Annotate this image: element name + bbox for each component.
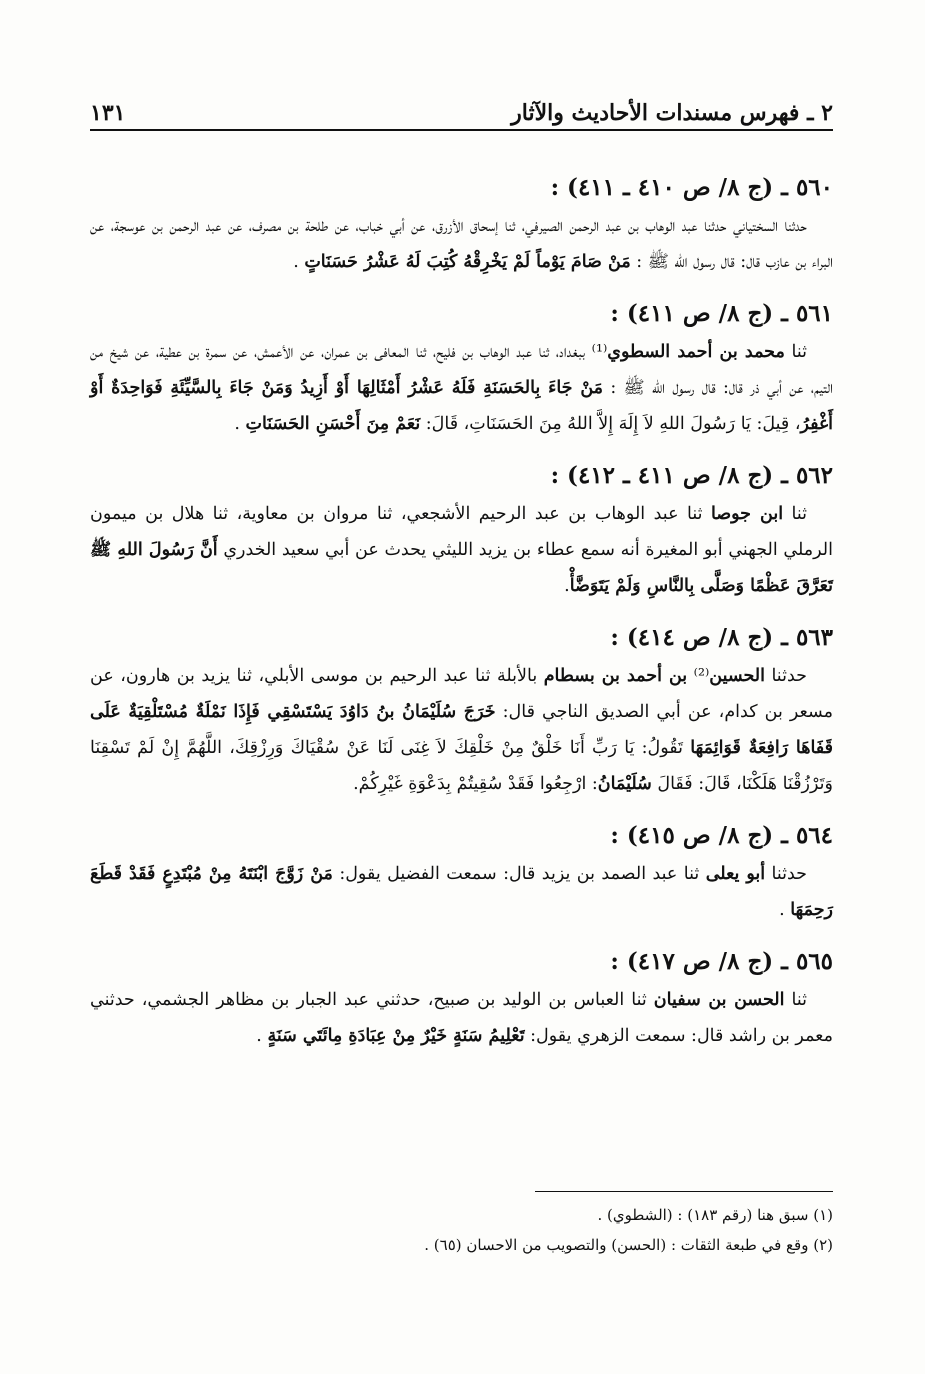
entry-text: [90, 208, 833, 280]
entry-heading: ٥٦٢ ـ (ج ٨/ ص ٤١١ ـ ٤١٢) :: [550, 462, 833, 489]
text-segment: ثنا: [783, 504, 808, 524]
entry-560: [90, 168, 833, 280]
text-segment: ثنا عبد الصمد بن يزيد قال: سمعت الفضيل يقول:: [332, 864, 706, 884]
entry-text: [90, 982, 833, 1054]
hadith-text: أَنَّ رَسُولَ اللهِ ﷺ تَعَرَّقَ عَظْمًا وَصَلَّى بِالنَّاسِ وَلَمْ يَتَوَضَّأْ: [90, 540, 833, 596]
text-segment: .: [256, 1026, 268, 1046]
narrator-name: الحسين: [709, 666, 765, 686]
entry-561: [90, 294, 833, 442]
footnote-2: (٢) وقع في طبعة الثقات : (الحسن) والتصويب من الاحسان (٦٥) .: [424, 1236, 833, 1254]
entry-565: [90, 942, 833, 1054]
text-segment: .: [779, 900, 791, 920]
text-segment: ⁽¹⁾ ببغداد، ثنا عبد الوهاب بن فليح، ثنا المعافى بن عمران، عن الأعمش، عن سمرة بن عطية، عن شيخ من التيم، عن أبي ذر قال: قال رسول الله ﷺ :: [90, 342, 833, 398]
footnote-rule: [535, 1191, 833, 1192]
text-segment: .: [564, 576, 570, 596]
hadith-text: خَرَجَ سُلَيْمَانُ بنُ دَاوُدَ يَسْتَسْقِي فَإِذَا نَمْلَةٌ مُسْتَلْقِيَةٌ عَلَى قَفَاهَا رَافِعَةٌ قَوَائِمَهَا: [90, 702, 833, 758]
running-header: [90, 90, 833, 126]
hadith-text: نَعَمْ مِنَ أَحْسَنِ الحَسَنَاتِ: [245, 414, 421, 434]
text-segment: بالأبلة ثنا عبد الرحيم بن موسى الأبلي، ثنا يزيد بن هارون، عن مسعر بن كدام، عن أبي الصديق الناجي قال:: [90, 666, 833, 722]
footnote-1: (١) سبق هنا (رقم ١٨٣) : (الشطوي) .: [597, 1206, 833, 1224]
text-segment: تَقُولُ: يَا رَبِّ أَنَا خَلْقٌ مِنْ خَلْقِكَ لاَ غِنَى لَنَا عَنْ سُقْيَاكَ وَرِزْقِكَ، اللَّهُمَّ إِنْ لَمْ تَسْقِنَا وَتَرْزُقْنَا هَلَكْنَا، قَالَ: فَقَالَ: [90, 738, 833, 794]
narrator-name: ابن جوصا: [710, 504, 784, 524]
narrator-name: الحسن بن سفيان: [653, 990, 785, 1010]
hadith-text: مَنْ زَوَّجَ ابْنَتَهُ مِنْ مُبْتَدِعٍ فَقَدْ قَطَعَ رَحِمَهَا: [90, 864, 833, 920]
entry-heading: ٥٦٥ ـ (ج ٨/ ص ٤١٧) :: [610, 948, 833, 975]
narrator-name: بن أحمد بن بسطام: [543, 666, 688, 686]
hadith-text: سُلَيْمَانُ: [597, 774, 652, 794]
text-segment: .: [234, 414, 246, 434]
entry-text: [90, 658, 833, 802]
text-segment: حدثنا السختياني حدثنا عبد الوهاب بن عبد الرحمن الصيرفي، ثنا إسحاق الأزرق، عن أبي خباب، عن طلحة بن مصرف، عن عبد الرحمن بن عوسجة، عن البراء بن عازب قال: قال رسول الله ﷺ :: [90, 216, 833, 272]
entry-562: [90, 456, 833, 604]
entry-text: [90, 856, 833, 928]
text-segment: ثنا عبد الوهاب بن عبد الرحيم الأشجعي، ثنا مروان بن معاوية، ثنا هلال بن ميمون الرملي الجهني أبو المغيرة أنه سمع عطاء بن يزيد الليثي يحدث عن أبي سعيد الخدري: [90, 504, 834, 560]
page-number: ١٣١: [90, 100, 126, 126]
text-segment: حدثنا: [765, 864, 807, 884]
narrator-name: محمد بن أحمد السطوي: [607, 342, 785, 362]
hadith-text: تَعْلِيمُ سَنَةٍ خَيْرٌ مِنْ عِبَادَةِ مِائَتَي سَنَةٍ: [267, 1026, 525, 1046]
entry-563: [90, 618, 833, 802]
text-segment: ثنا: [784, 990, 808, 1010]
text-segment: ⁽²⁾: [687, 666, 710, 686]
narrator-name: أبو يعلى: [705, 864, 766, 884]
text-segment: حدثنا: [764, 666, 807, 686]
text-segment: : ارْجِعُوا فَقَدْ سُقِيتُمْ بِدَعْوَةِ غَيْرِكُمْ.: [353, 774, 598, 794]
text-segment: .: [293, 252, 305, 272]
entry-text: [90, 334, 833, 442]
header-rule: [90, 129, 833, 131]
entry-564: [90, 816, 833, 928]
entry-heading: ٥٦٣ ـ (ج ٨/ ص ٤١٤) :: [610, 624, 833, 651]
entry-heading: ٥٦٤ ـ (ج ٨/ ص ٤١٥) :: [610, 822, 833, 849]
header-title: ٢ ـ فهرس مسندات الأحاديث والآثار: [511, 100, 833, 126]
footnotes: [90, 1200, 833, 1260]
text-segment: ثنا: [784, 342, 807, 362]
entry-heading: ٥٦١ ـ (ج ٨/ ص ٤١١) :: [610, 300, 833, 327]
text-segment: ، قِيلَ: يَا رَسُولَ اللهِ لاَ إِلَهَ إِلاَّ اللهُ مِنَ الحَسَنَاتِ، قَالَ:: [420, 414, 801, 434]
hadith-text: مَنْ جَاءَ بِالحَسَنَةِ فَلَهُ عَشْرُ أَمْثَالِهَا أَوْ أَزِيدُ وَمَنْ جَاءَ بِالسَّيِّئَةِ فَوَاحِدَةٌ أَوْ أَغْفِرُ: [90, 378, 833, 434]
entries-list: [90, 168, 833, 1068]
hadith-text: مَنْ صَامَ يَوْماً لَمْ يَخْرِقْهُ كُتِبَ لَهُ عَشْرُ حَسَنَاتٍ: [304, 252, 631, 272]
text-segment: ثنا العباس بن الوليد بن صبيح، حدثني عبد الجبار بن مظاهر الجشمي، حدثني معمر بن راشد قال: سمعت الزهري يقول:: [90, 990, 833, 1046]
entry-heading: ٥٦٠ ـ (ج ٨/ ص ٤١٠ ـ ٤١١) :: [550, 174, 833, 201]
entry-text: [90, 496, 833, 604]
